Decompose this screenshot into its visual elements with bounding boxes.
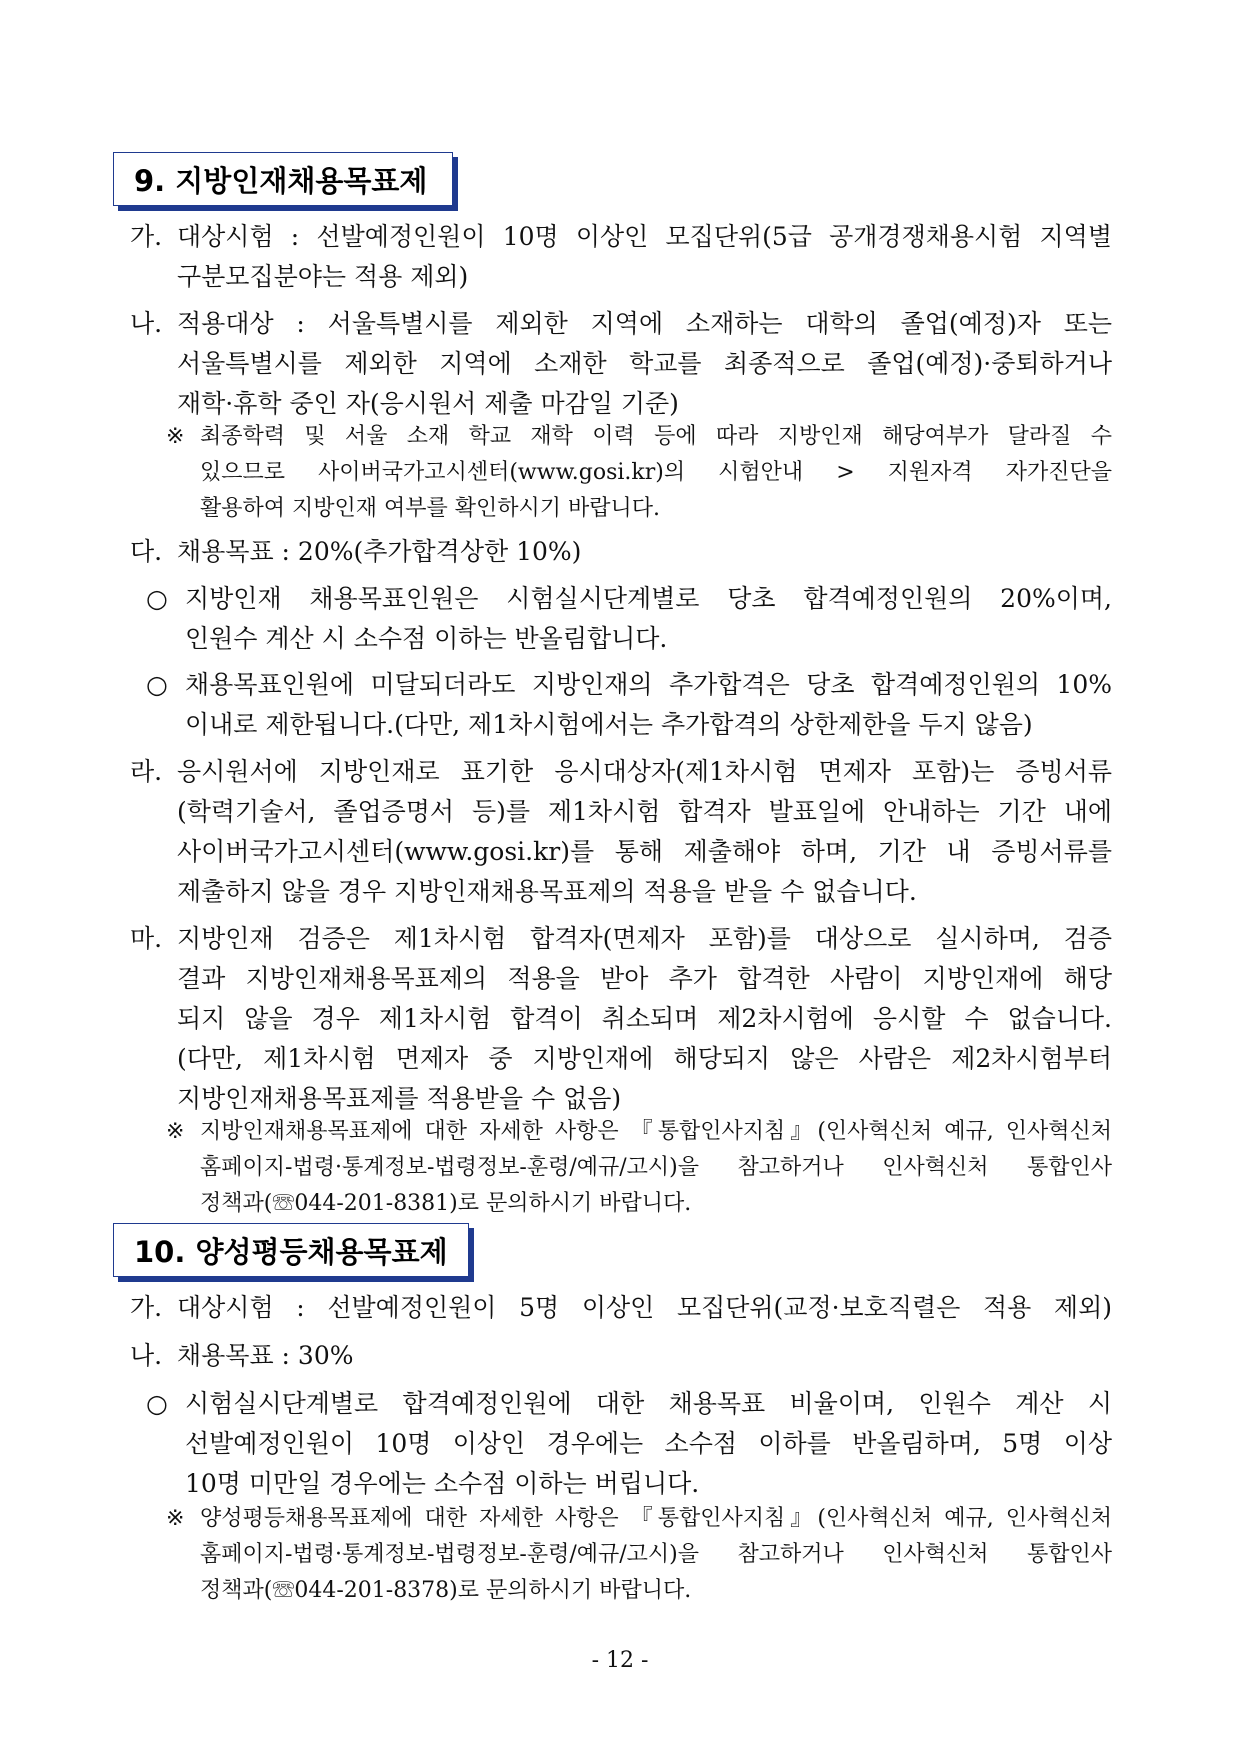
item-text-line: 재학·휴학 중인 자(응시원서 제출 마감일 기준) [177, 389, 679, 418]
bullet-text-line: 지방인재 채용목표인원은 시험실시단계별로 당초 합격예정인원의 20%이며, [185, 584, 1112, 613]
note-text-line: 활용하여 지방인재 여부를 확인하시기 바랍니다. [200, 496, 661, 521]
item-text-line: 서울특별시를 제외한 지역에 소재한 학교를 최종적으로 졸업(예정)·중퇴하거나 [177, 349, 1112, 378]
note-text-line: 최종학력 및 서울 소재 학교 재학 이력 등에 따라 지방인재 해당여부가 달라질 수 [200, 424, 1112, 449]
item-text-line: 지방인재 검증은 제1차시험 합격자(면제자 포함)를 대상으로 실시하며, 검증 [177, 924, 1112, 953]
item-text-line: 응시원서에 지방인재로 표기한 응시대상자(제1차시험 면제자 포함)는 증빙서류 [177, 757, 1112, 786]
note-marker: ※ [166, 1119, 185, 1144]
item-text-line: 되지 않을 경우 제1차시험 합격이 취소되며 제2차시험에 응시할 수 없습니다. [177, 1004, 1112, 1033]
bullet-text-line: 선발예정인원이 10명 이상인 경우에는 소수점 이하를 반올림하며, 5명 이상 [185, 1429, 1112, 1458]
item-marker: 나. [130, 1341, 163, 1370]
note-marker: ※ [166, 424, 185, 449]
item-text-line: 대상시험 : 선발예정인원이 10명 이상인 모집단위(5급 공개경쟁채용시험 지역별 [177, 222, 1112, 251]
item-marker: 마. [130, 924, 163, 953]
item-marker: 다. [130, 537, 163, 566]
item-text-line: 지방인재채용목표제를 적용받을 수 없음) [177, 1084, 622, 1113]
note-text-line: 정책과(☏044-201-8381)로 문의하시기 바랍니다. [200, 1191, 692, 1216]
item-text-line: 대상시험 : 선발예정인원이 5명 이상인 모집단위(교정·보호직렬은 적용 제외) [177, 1293, 1112, 1322]
item-text-line: 적용대상 : 서울특별시를 제외한 지역에 소재하는 대학의 졸업(예정)자 또는 [177, 309, 1112, 338]
bullet-text-line: 이내로 제한됩니다.(다만, 제1차시험에서는 추가합격의 상한제한을 두지 않음) [185, 710, 1033, 739]
bullet-text-line: 시험실시단계별로 합격예정인원에 대한 채용목표 비율이며, 인원수 계산 시 [185, 1389, 1112, 1418]
note-marker: ※ [166, 1506, 185, 1531]
item-text-line: (다만, 제1차시험 면제자 중 지방인재에 해당되지 않은 사람은 제2차시험부터 [177, 1044, 1112, 1073]
bullet-marker: ○ [146, 584, 168, 613]
bullet-text-line: 채용목표인원에 미달되더라도 지방인재의 추가합격은 당초 합격예정인원의 10% [185, 670, 1112, 699]
item-marker: 라. [130, 757, 163, 786]
item-text-line: 제출하지 않을 경우 지방인재채용목표제의 적용을 받을 수 없습니다. [177, 877, 917, 906]
section-10-title: 10. 양성평등채용목표제 [113, 1223, 469, 1277]
section-9-title: 9. 지방인재채용목표제 [113, 152, 453, 206]
item-marker: 가. [130, 222, 163, 251]
item-text-line: 결과 지방인재채용목표제의 적용을 받아 추가 합격한 사람이 지방인재에 해당 [177, 964, 1112, 993]
note-text-line: 홈페이지-법령·통계정보-법령정보-훈령/예규/고시)을 참고하거나 인사혁신처 통합인사 [200, 1542, 1112, 1567]
item-text-line: 채용목표 : 30% [177, 1341, 354, 1370]
item-text-line: 구분모집분야는 적용 제외) [177, 262, 469, 291]
item-text-line: 채용목표 : 20%(추가합격상한 10%) [177, 537, 582, 566]
note-text-line: 정책과(☏044-201-8378)로 문의하시기 바랍니다. [200, 1578, 692, 1603]
note-text-line: 있으므로 사이버국가고시센터(www.gosi.kr)의 시험안내 > 지원자격 자가진단을 [200, 460, 1112, 485]
item-text-line: 사이버국가고시센터(www.gosi.kr)를 통해 제출해야 하며, 기간 내 증빙서류를 [177, 837, 1112, 866]
bullet-marker: ○ [146, 670, 168, 699]
item-text-line: (학력기술서, 졸업증명서 등)를 제1차시험 합격자 발표일에 안내하는 기간 내에 [177, 797, 1112, 826]
note-text-line: 양성평등채용목표제에 대한 자세한 사항은 『통합인사지침』(인사혁신처 예규, 인사혁신처 [200, 1506, 1112, 1531]
page-number: - 12 - [591, 1648, 649, 1673]
bullet-text-line: 10명 미만일 경우에는 소수점 이하는 버립니다. [185, 1469, 700, 1498]
item-marker: 나. [130, 309, 163, 338]
item-marker: 가. [130, 1293, 163, 1322]
bullet-text-line: 인원수 계산 시 소수점 이하는 반올림합니다. [185, 624, 668, 653]
bullet-marker: ○ [146, 1389, 168, 1418]
note-text-line: 홈페이지-법령·통계정보-법령정보-훈령/예규/고시)을 참고하거나 인사혁신처 통합인사 [200, 1155, 1112, 1180]
note-text-line: 지방인재채용목표제에 대한 자세한 사항은 『통합인사지침』(인사혁신처 예규, 인사혁신처 [200, 1119, 1112, 1144]
